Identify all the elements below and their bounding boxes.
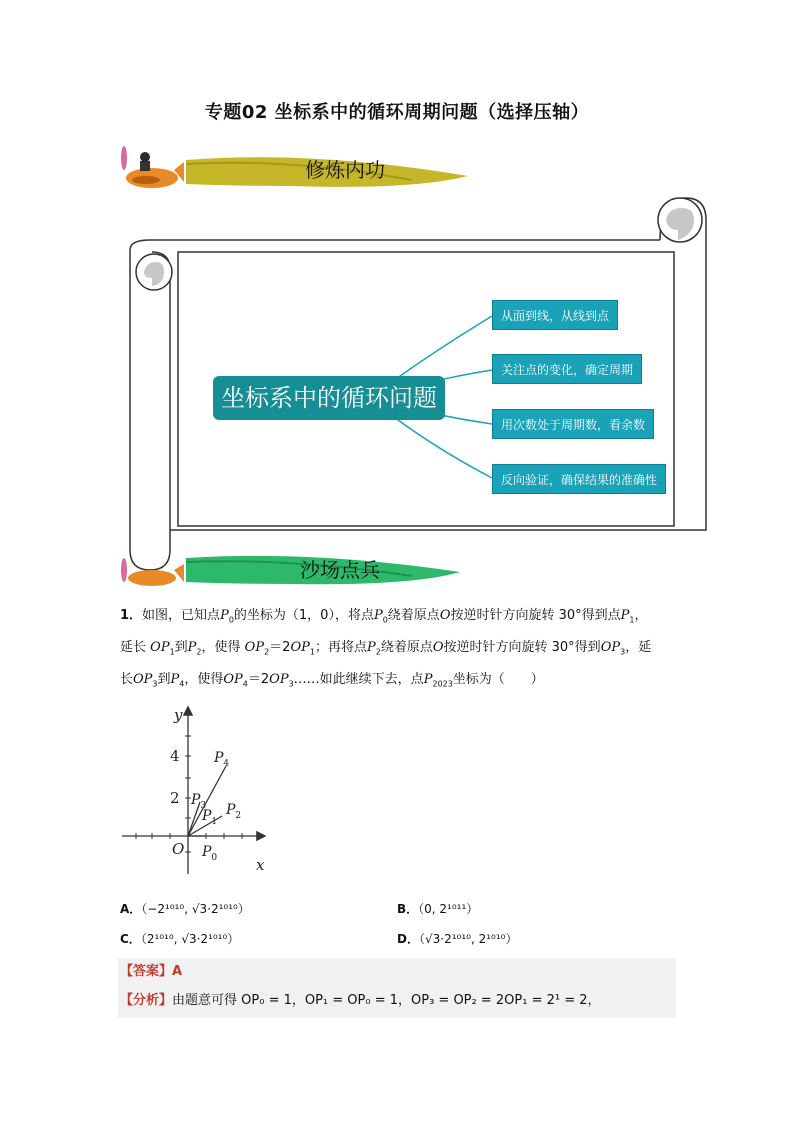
- tick-y-4: 4: [170, 747, 180, 765]
- mindmap-branch-4: 反向验证，确保结果的准确性: [492, 464, 666, 494]
- answer-box: [118, 958, 676, 1018]
- mindmap-branch-2: 关注点的变化，确定周期: [492, 354, 642, 384]
- mindmap-root: 坐标系中的循环问题: [213, 376, 445, 420]
- analysis-label: 【分析】: [120, 993, 173, 1008]
- y-axis-label: y: [174, 706, 183, 724]
- question-line-2: 延长 $OP_1$到$P_2$，使得 $OP_2=2OP_1$；再将点$P_2$绕着原点O按逆时针方向旋转 30°得到$OP_3$，延: [120, 640, 652, 657]
- tick-y-2: 2: [170, 789, 180, 807]
- origin-label: O: [172, 840, 185, 858]
- question-line-1: 1．如图，已知点$P_0$的坐标为（1，0），将点$P_0$绕着原点O按逆时针方向旋转 30°得到点$P_1$，: [120, 608, 648, 625]
- option-b[interactable]: B．（0, 2¹⁰¹¹）: [397, 902, 479, 916]
- x-axis-label: x: [256, 856, 265, 874]
- banner-1-title: 修炼内功: [305, 158, 385, 182]
- point-label-p3: $P_3$: [191, 792, 207, 811]
- point-label-p4: $P_4$: [214, 750, 230, 769]
- question-line-3: 长$OP_3$到$P_4$，使得$OP_4=2OP_3\dots\dots$如此继续下去，点$P_{2023}$坐标为（ ）: [120, 672, 544, 689]
- option-c[interactable]: C．（2¹⁰¹⁰, √3·2¹⁰¹⁰）: [120, 932, 240, 946]
- coordinate-figure: [118, 702, 278, 882]
- point-label-p0: $P_0$: [202, 844, 218, 863]
- answer-value: A: [172, 964, 183, 979]
- point-label-p2: $P_2$: [226, 802, 242, 821]
- analysis-text: 由题意可得 OP₀ = 1，OP₁ = OP₀ = 1，OP₃ = OP₂ = 2OP₁ = 2¹ = 2，: [172, 993, 601, 1008]
- mindmap-branch-1: 从面到线，从线到点: [492, 300, 618, 330]
- banner-1-graphic: [112, 140, 472, 196]
- answer-label: 【答案】: [120, 964, 173, 979]
- mindmap-branch-3: 用次数处于周期数，看余数: [492, 409, 654, 439]
- option-d[interactable]: D．（√3·2¹⁰¹⁰, 2¹⁰¹⁰）: [397, 932, 518, 946]
- question-number: 1．: [120, 608, 143, 623]
- analysis-line: [120, 989, 601, 1008]
- banner-2-title: 沙场点兵: [300, 558, 380, 582]
- point-label-p1: $P_1$: [202, 808, 218, 827]
- page-title: 专题02 坐标系中的循环周期问题（选择压轴）: [204, 102, 590, 123]
- option-a[interactable]: A．（−2¹⁰¹⁰, √3·2¹⁰¹⁰）: [120, 902, 250, 916]
- answer-line: [120, 960, 182, 979]
- banner-2-graphic: [112, 548, 472, 594]
